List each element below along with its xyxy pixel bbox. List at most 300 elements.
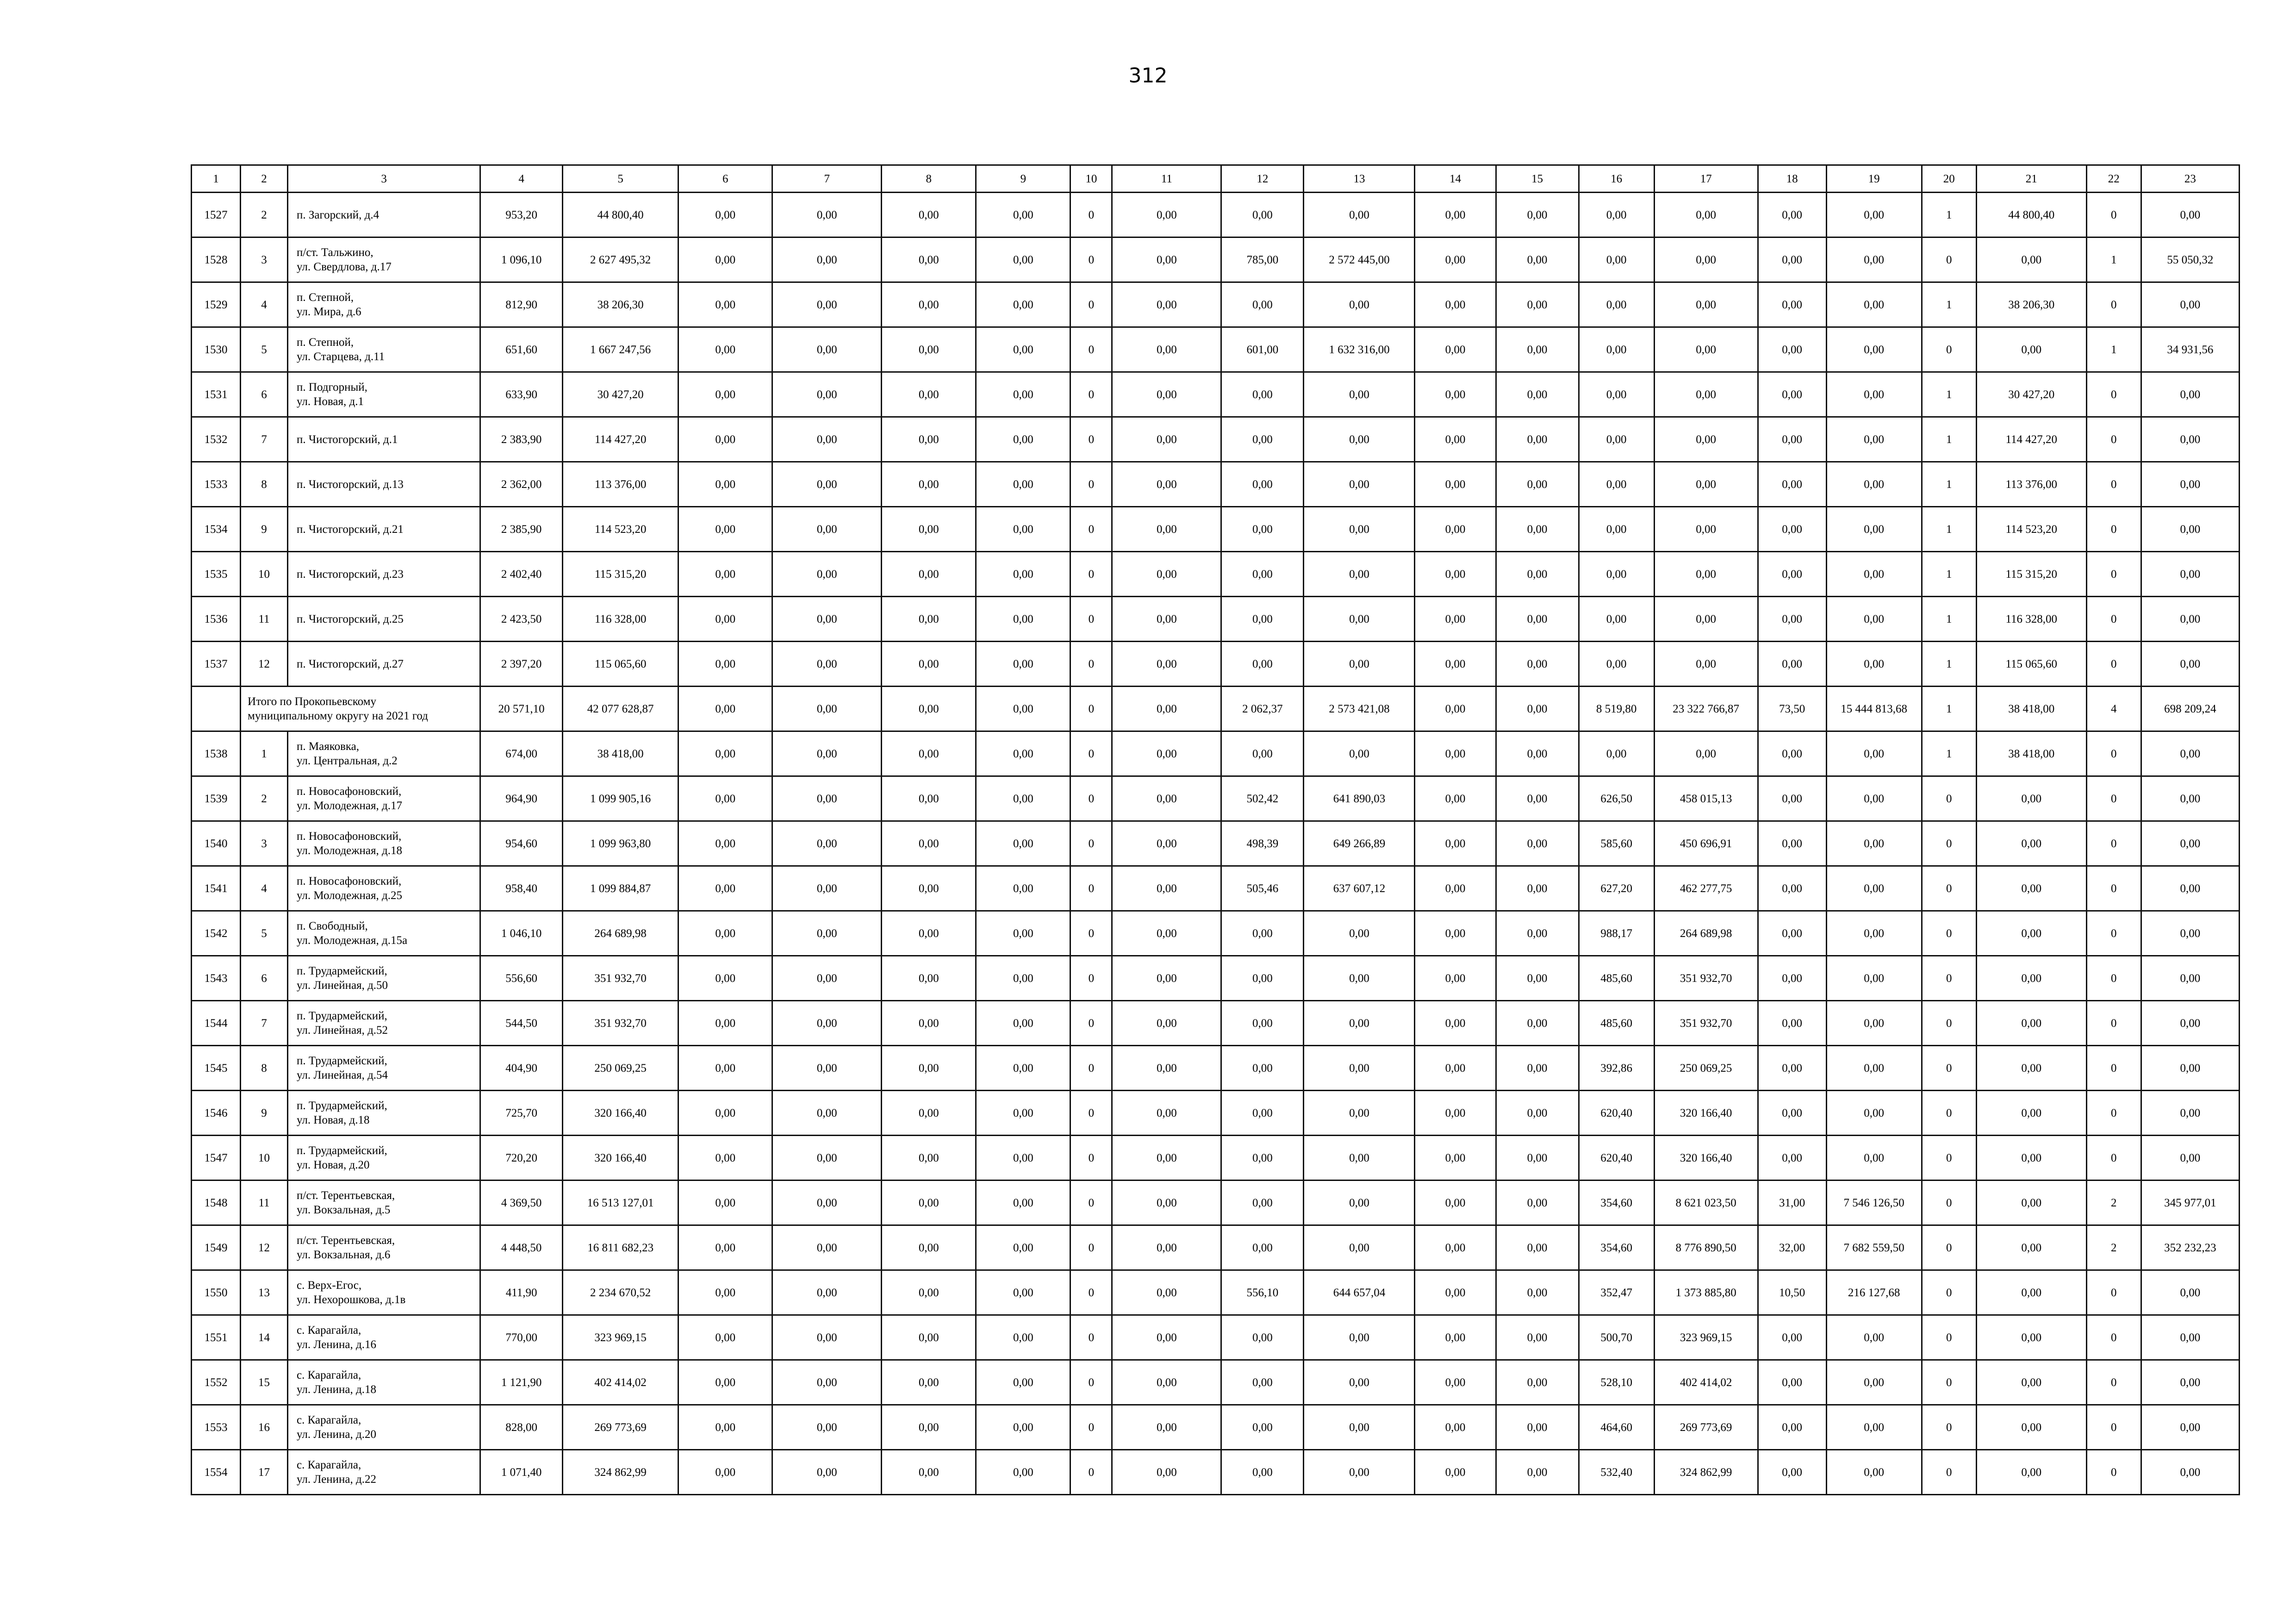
value-cell: 0,00 <box>2141 1405 2239 1450</box>
value-cell: 0,00 <box>678 866 772 911</box>
value-cell: 402 414,02 <box>1654 1360 1758 1405</box>
value-cell: 0,00 <box>1496 821 1579 866</box>
value-cell: 0,00 <box>1496 687 1579 731</box>
value-cell: 0 <box>1922 1405 1976 1450</box>
address-line: с. Карагайла, <box>297 1324 361 1337</box>
value-cell: 0,00 <box>772 821 882 866</box>
value-cell: 0,00 <box>1654 417 1758 462</box>
value-cell: 0,00 <box>678 417 772 462</box>
value-cell: 0,00 <box>882 1450 976 1495</box>
value-cell: 0,00 <box>1112 1091 1221 1136</box>
column-number-header: 11 <box>1112 165 1221 193</box>
row-number-cell: 1552 <box>192 1360 241 1405</box>
value-cell: 633,90 <box>480 372 563 417</box>
value-cell: 114 523,20 <box>1976 507 2086 552</box>
address-line: ул. Ленина, д.18 <box>297 1383 376 1396</box>
value-cell: 8 776 890,50 <box>1654 1225 1758 1270</box>
value-cell: 0,00 <box>1415 1360 1496 1405</box>
column-number-header: 9 <box>976 165 1070 193</box>
value-cell: 345 977,01 <box>2141 1181 2239 1225</box>
value-cell: 114 523,20 <box>563 507 678 552</box>
value-cell: 0,00 <box>1415 1225 1496 1270</box>
value-cell: 0,00 <box>976 956 1070 1001</box>
value-cell: 0,00 <box>1579 327 1654 372</box>
value-cell: 464,60 <box>1579 1405 1654 1450</box>
value-cell: 0,00 <box>1221 552 1304 597</box>
value-cell: 0,00 <box>678 776 772 821</box>
table-row <box>192 1225 2240 1270</box>
value-cell: 0,00 <box>976 821 1070 866</box>
table-row <box>192 327 2240 372</box>
value-cell: 0,00 <box>772 687 882 731</box>
value-cell: 1 <box>2086 237 2141 282</box>
value-cell: 0 <box>1922 1001 1976 1046</box>
value-cell: 0,00 <box>1826 597 1922 642</box>
value-cell: 0,00 <box>1112 1001 1221 1046</box>
value-cell: 0,00 <box>1758 597 1826 642</box>
row-number-cell: 1537 <box>192 642 241 687</box>
value-cell: 0,00 <box>1976 1181 2086 1225</box>
value-cell: 0 <box>2086 372 2141 417</box>
value-cell: 0,00 <box>976 1315 1070 1360</box>
value-cell: 0 <box>1070 956 1112 1001</box>
value-cell: 0,00 <box>1221 193 1304 237</box>
address-line: п. Трудармейский, <box>297 1144 387 1157</box>
value-cell: 0,00 <box>1112 1046 1221 1091</box>
value-cell: 958,40 <box>480 866 563 911</box>
value-cell: 0,00 <box>772 866 882 911</box>
value-cell: 30 427,20 <box>563 372 678 417</box>
table-row <box>192 1450 2240 1495</box>
value-cell: 0,00 <box>1826 956 1922 1001</box>
table-row <box>192 956 2240 1001</box>
value-cell: 0,00 <box>2141 1136 2239 1181</box>
value-cell: 649 266,89 <box>1304 821 1415 866</box>
row-number-cell: 1534 <box>192 507 241 552</box>
address-cell <box>288 1270 480 1315</box>
local-index-cell: 2 <box>241 193 288 237</box>
value-cell: 0 <box>1922 1046 1976 1091</box>
value-cell: 0,00 <box>1496 237 1579 282</box>
value-cell: 0,00 <box>1304 1315 1415 1360</box>
value-cell: 0,00 <box>1826 1136 1922 1181</box>
value-cell: 0,00 <box>678 237 772 282</box>
value-cell: 0,00 <box>1112 866 1221 911</box>
value-cell: 0,00 <box>1758 327 1826 372</box>
value-cell: 0,00 <box>1112 1181 1221 1225</box>
row-number-cell: 1554 <box>192 1450 241 1495</box>
value-cell: 0 <box>2086 1450 2141 1495</box>
value-cell: 0 <box>1922 776 1976 821</box>
value-cell: 32,00 <box>1758 1225 1826 1270</box>
value-cell: 828,00 <box>480 1405 563 1450</box>
value-cell: 0,00 <box>1654 552 1758 597</box>
value-cell: 0,00 <box>1304 1181 1415 1225</box>
address-line: ул. Свердлова, д.17 <box>297 261 392 273</box>
value-cell: 0,00 <box>1112 1315 1221 1360</box>
address-line: п. Чистогорский, д.13 <box>297 478 404 491</box>
local-index-cell: 12 <box>241 1225 288 1270</box>
value-cell: 0,00 <box>1496 417 1579 462</box>
address-cell <box>288 1450 480 1495</box>
value-cell: 0,00 <box>772 776 882 821</box>
value-cell: 0,00 <box>772 1270 882 1315</box>
address-line: с. Карагайла, <box>297 1459 361 1471</box>
local-index-cell: 13 <box>241 1270 288 1315</box>
address-line: п/ст. Терентьевская, <box>297 1189 395 1202</box>
column-number-header: 23 <box>2141 165 2239 193</box>
value-cell: 0,00 <box>1758 642 1826 687</box>
value-cell: 0,00 <box>1415 776 1496 821</box>
value-cell: 0,00 <box>2141 1360 2239 1405</box>
value-cell: 0,00 <box>1654 731 1758 776</box>
value-cell: 1 373 885,80 <box>1654 1270 1758 1315</box>
value-cell: 1 <box>1922 507 1976 552</box>
value-cell: 0,00 <box>2141 417 2239 462</box>
column-number-header: 2 <box>241 165 288 193</box>
value-cell: 0,00 <box>1976 1360 2086 1405</box>
repair-program-table <box>191 164 2240 1495</box>
value-cell: 0,00 <box>976 731 1070 776</box>
value-cell: 812,90 <box>480 282 563 327</box>
value-cell: 458 015,13 <box>1654 776 1758 821</box>
value-cell: 0,00 <box>678 552 772 597</box>
value-cell: 0,00 <box>1496 1001 1579 1046</box>
value-cell: 0,00 <box>1304 597 1415 642</box>
value-cell: 15 444 813,68 <box>1826 687 1922 731</box>
value-cell: 0,00 <box>1496 1181 1579 1225</box>
value-cell: 0,00 <box>1496 1136 1579 1181</box>
value-cell: 2 573 421,08 <box>1304 687 1415 731</box>
value-cell: 0,00 <box>882 776 976 821</box>
value-cell: 0,00 <box>1976 1136 2086 1181</box>
local-index-cell: 10 <box>241 1136 288 1181</box>
value-cell: 8 621 023,50 <box>1654 1181 1758 1225</box>
address-cell <box>288 327 480 372</box>
value-cell: 0,00 <box>2141 642 2239 687</box>
value-cell: 0 <box>1922 911 1976 956</box>
value-cell: 637 607,12 <box>1304 866 1415 911</box>
value-cell: 0,00 <box>2141 462 2239 507</box>
value-cell: 250 069,25 <box>1654 1046 1758 1091</box>
value-cell: 115 315,20 <box>563 552 678 597</box>
address-line: ул. Ленина, д.22 <box>297 1473 376 1486</box>
value-cell: 0,00 <box>1496 866 1579 911</box>
value-cell: 0,00 <box>1654 597 1758 642</box>
address-cell <box>288 1315 480 1360</box>
column-number-header: 8 <box>882 165 976 193</box>
value-cell: 0,00 <box>1496 507 1579 552</box>
address-cell <box>288 1091 480 1136</box>
value-cell: 1 099 905,16 <box>563 776 678 821</box>
value-cell: 0,00 <box>1304 642 1415 687</box>
value-cell: 73,50 <box>1758 687 1826 731</box>
value-cell: 0,00 <box>1976 1091 2086 1136</box>
value-cell: 0,00 <box>1496 1046 1579 1091</box>
value-cell: 0,00 <box>772 327 882 372</box>
value-cell: 0,00 <box>2141 1091 2239 1136</box>
value-cell: 0,00 <box>882 1091 976 1136</box>
value-cell: 0,00 <box>1976 1225 2086 1270</box>
value-cell: 0,00 <box>882 1405 976 1450</box>
column-number-header: 5 <box>563 165 678 193</box>
value-cell: 0,00 <box>678 1270 772 1315</box>
value-cell: 0 <box>1070 237 1112 282</box>
value-cell: 0,00 <box>772 462 882 507</box>
value-cell: 0,00 <box>1758 237 1826 282</box>
value-cell: 0 <box>2086 1405 2141 1450</box>
value-cell: 0,00 <box>1304 552 1415 597</box>
value-cell: 0,00 <box>1654 507 1758 552</box>
value-cell: 0,00 <box>1826 1360 1922 1405</box>
value-cell: 0,00 <box>976 597 1070 642</box>
value-cell: 0 <box>2086 866 2141 911</box>
value-cell: 641 890,03 <box>1304 776 1415 821</box>
value-cell: 30 427,20 <box>1976 372 2086 417</box>
address-line: п. Чистогорский, д.1 <box>297 433 398 446</box>
value-cell: 250 069,25 <box>563 1046 678 1091</box>
value-cell: 0,00 <box>1654 237 1758 282</box>
value-cell: 0 <box>1070 821 1112 866</box>
value-cell: 0,00 <box>1112 1450 1221 1495</box>
address-line: п. Маяковка, <box>297 740 360 753</box>
value-cell: 0,00 <box>1112 507 1221 552</box>
value-cell: 0,00 <box>1826 731 1922 776</box>
value-cell: 0,00 <box>1415 1315 1496 1360</box>
address-line: ул. Молодежная, д.15а <box>297 934 408 947</box>
value-cell: 354,60 <box>1579 1181 1654 1225</box>
local-index-cell: 4 <box>241 282 288 327</box>
value-cell: 0,00 <box>772 731 882 776</box>
value-cell: 0,00 <box>882 1360 976 1405</box>
value-cell: 0,00 <box>2141 866 2239 911</box>
value-cell: 0,00 <box>678 1450 772 1495</box>
value-cell: 0,00 <box>2141 911 2239 956</box>
value-cell: 0 <box>2086 1091 2141 1136</box>
value-cell: 351 932,70 <box>1654 1001 1758 1046</box>
value-cell: 0,00 <box>1758 1360 1826 1405</box>
value-cell: 0,00 <box>976 1136 1070 1181</box>
table-row <box>192 372 2240 417</box>
value-cell: 0,00 <box>2141 1315 2239 1360</box>
value-cell: 2 572 445,00 <box>1304 237 1415 282</box>
value-cell: 0,00 <box>976 1091 1070 1136</box>
value-cell: 0,00 <box>772 282 882 327</box>
value-cell: 0 <box>2086 1315 2141 1360</box>
value-cell: 0,00 <box>1976 1270 2086 1315</box>
table-row <box>192 507 2240 552</box>
value-cell: 116 328,00 <box>1976 597 2086 642</box>
value-cell: 674,00 <box>480 731 563 776</box>
value-cell: 0,00 <box>678 687 772 731</box>
value-cell: 0,00 <box>882 687 976 731</box>
address-cell <box>288 956 480 1001</box>
value-cell: 0 <box>2086 1001 2141 1046</box>
value-cell: 42 077 628,87 <box>563 687 678 731</box>
value-cell: 4 <box>2086 687 2141 731</box>
value-cell: 4 369,50 <box>480 1181 563 1225</box>
subtotal-blank-cell <box>192 687 241 731</box>
value-cell: 485,60 <box>1579 956 1654 1001</box>
value-cell: 0,00 <box>1304 1046 1415 1091</box>
value-cell: 585,60 <box>1579 821 1654 866</box>
value-cell: 0,00 <box>882 1046 976 1091</box>
value-cell: 1 096,10 <box>480 237 563 282</box>
value-cell: 0 <box>1070 1046 1112 1091</box>
value-cell: 1 <box>2086 327 2141 372</box>
table-row <box>192 1001 2240 1046</box>
value-cell: 0,00 <box>1221 1181 1304 1225</box>
table-row <box>192 417 2240 462</box>
address-line: ул. Новая, д.1 <box>297 395 364 408</box>
value-cell: 0,00 <box>882 507 976 552</box>
value-cell: 0,00 <box>1654 372 1758 417</box>
value-cell: 0,00 <box>882 462 976 507</box>
value-cell: 532,40 <box>1579 1450 1654 1495</box>
value-cell: 0,00 <box>678 462 772 507</box>
value-cell: 0,00 <box>976 507 1070 552</box>
address-line: с. Карагайла, <box>297 1414 361 1426</box>
value-cell: 462 277,75 <box>1654 866 1758 911</box>
value-cell: 0,00 <box>1221 372 1304 417</box>
value-cell: 0,00 <box>2141 821 2239 866</box>
table-row <box>192 911 2240 956</box>
value-cell: 0,00 <box>1221 1046 1304 1091</box>
row-number-cell: 1540 <box>192 821 241 866</box>
local-index-cell: 11 <box>241 1181 288 1225</box>
value-cell: 0 <box>1922 956 1976 1001</box>
value-cell: 0,00 <box>1758 1405 1826 1450</box>
local-index-cell: 9 <box>241 1091 288 1136</box>
value-cell: 770,00 <box>480 1315 563 1360</box>
value-cell: 0,00 <box>1496 1405 1579 1450</box>
value-cell: 601,00 <box>1221 327 1304 372</box>
value-cell: 0,00 <box>882 597 976 642</box>
value-cell: 113 376,00 <box>1976 462 2086 507</box>
value-cell: 0,00 <box>1415 866 1496 911</box>
value-cell: 0,00 <box>1976 237 2086 282</box>
value-cell: 0,00 <box>1112 1360 1221 1405</box>
value-cell: 0 <box>2086 193 2141 237</box>
value-cell: 1 667 247,56 <box>563 327 678 372</box>
value-cell: 0 <box>2086 417 2141 462</box>
value-cell: 0,00 <box>1221 731 1304 776</box>
value-cell: 0,00 <box>2141 1001 2239 1046</box>
value-cell: 0 <box>2086 1360 2141 1405</box>
value-cell: 0,00 <box>1112 552 1221 597</box>
value-cell: 0,00 <box>1221 1225 1304 1270</box>
subtotal-label-line: Итого по Прокопьевскому <box>248 695 376 708</box>
value-cell: 0,00 <box>772 1405 882 1450</box>
value-cell: 0,00 <box>1976 956 2086 1001</box>
address-line: п. Чистогорский, д.23 <box>297 568 404 581</box>
local-index-cell: 8 <box>241 1046 288 1091</box>
value-cell: 0,00 <box>1579 507 1654 552</box>
local-index-cell: 17 <box>241 1450 288 1495</box>
value-cell: 0,00 <box>976 552 1070 597</box>
value-cell: 392,86 <box>1579 1046 1654 1091</box>
value-cell: 0 <box>1922 1225 1976 1270</box>
value-cell: 1 121,90 <box>480 1360 563 1405</box>
value-cell: 0,00 <box>1496 1225 1579 1270</box>
value-cell: 0,00 <box>1826 417 1922 462</box>
value-cell: 0,00 <box>1826 1405 1922 1450</box>
value-cell: 20 571,10 <box>480 687 563 731</box>
value-cell: 0,00 <box>976 327 1070 372</box>
value-cell: 0,00 <box>1415 507 1496 552</box>
value-cell: 0 <box>1070 507 1112 552</box>
table-row <box>192 193 2240 237</box>
value-cell: 0,00 <box>1415 1405 1496 1450</box>
value-cell: 0 <box>1922 866 1976 911</box>
address-line: с. Верх-Егос, <box>297 1279 362 1292</box>
local-index-cell: 6 <box>241 372 288 417</box>
value-cell: 31,00 <box>1758 1181 1826 1225</box>
value-cell: 0,00 <box>1976 911 2086 956</box>
value-cell: 0,00 <box>1826 1046 1922 1091</box>
value-cell: 0,00 <box>1112 821 1221 866</box>
value-cell: 0,00 <box>1654 193 1758 237</box>
address-cell <box>288 1225 480 1270</box>
address-line: ул. Мира, д.6 <box>297 306 361 318</box>
value-cell: 38 418,00 <box>563 731 678 776</box>
table-row <box>192 1046 2240 1091</box>
value-cell: 44 800,40 <box>1976 193 2086 237</box>
address-line: ул. Ленина, д.20 <box>297 1428 376 1441</box>
value-cell: 0 <box>1922 1136 1976 1181</box>
value-cell: 0,00 <box>882 282 976 327</box>
value-cell: 0,00 <box>1826 462 1922 507</box>
address-cell <box>288 237 480 282</box>
value-cell: 0 <box>1070 1405 1112 1450</box>
address-line: п. Новосафоновский, <box>297 830 402 843</box>
value-cell: 620,40 <box>1579 1091 1654 1136</box>
value-cell: 0,00 <box>1758 193 1826 237</box>
row-number-cell: 1551 <box>192 1315 241 1360</box>
value-cell: 528,10 <box>1579 1360 1654 1405</box>
column-number-header: 12 <box>1221 165 1304 193</box>
subtotal-label-line: муниципальному округу на 2021 год <box>248 710 428 722</box>
value-cell: 2 627 495,32 <box>563 237 678 282</box>
value-cell: 0,00 <box>678 193 772 237</box>
value-cell: 0,00 <box>772 1136 882 1181</box>
value-cell: 0,00 <box>976 417 1070 462</box>
value-cell: 0,00 <box>882 731 976 776</box>
value-cell: 0,00 <box>1304 507 1415 552</box>
value-cell: 115 315,20 <box>1976 552 2086 597</box>
table-row <box>192 821 2240 866</box>
value-cell: 114 427,20 <box>563 417 678 462</box>
value-cell: 0,00 <box>1826 642 1922 687</box>
value-cell: 0,00 <box>772 642 882 687</box>
value-cell: 0,00 <box>1221 1450 1304 1495</box>
value-cell: 0,00 <box>1826 237 1922 282</box>
table-row <box>192 1270 2240 1315</box>
value-cell: 0,00 <box>1221 282 1304 327</box>
value-cell: 320 166,40 <box>563 1091 678 1136</box>
value-cell: 0 <box>1070 417 1112 462</box>
value-cell: 0,00 <box>1976 1046 2086 1091</box>
value-cell: 0,00 <box>1579 237 1654 282</box>
subtotal-row <box>192 687 2240 731</box>
value-cell: 0,00 <box>1976 1001 2086 1046</box>
value-cell: 0,00 <box>1415 237 1496 282</box>
table-row <box>192 552 2240 597</box>
value-cell: 0,00 <box>1112 1405 1221 1450</box>
row-number-cell: 1542 <box>192 911 241 956</box>
value-cell: 0,00 <box>1112 1225 1221 1270</box>
value-cell: 0,00 <box>678 597 772 642</box>
